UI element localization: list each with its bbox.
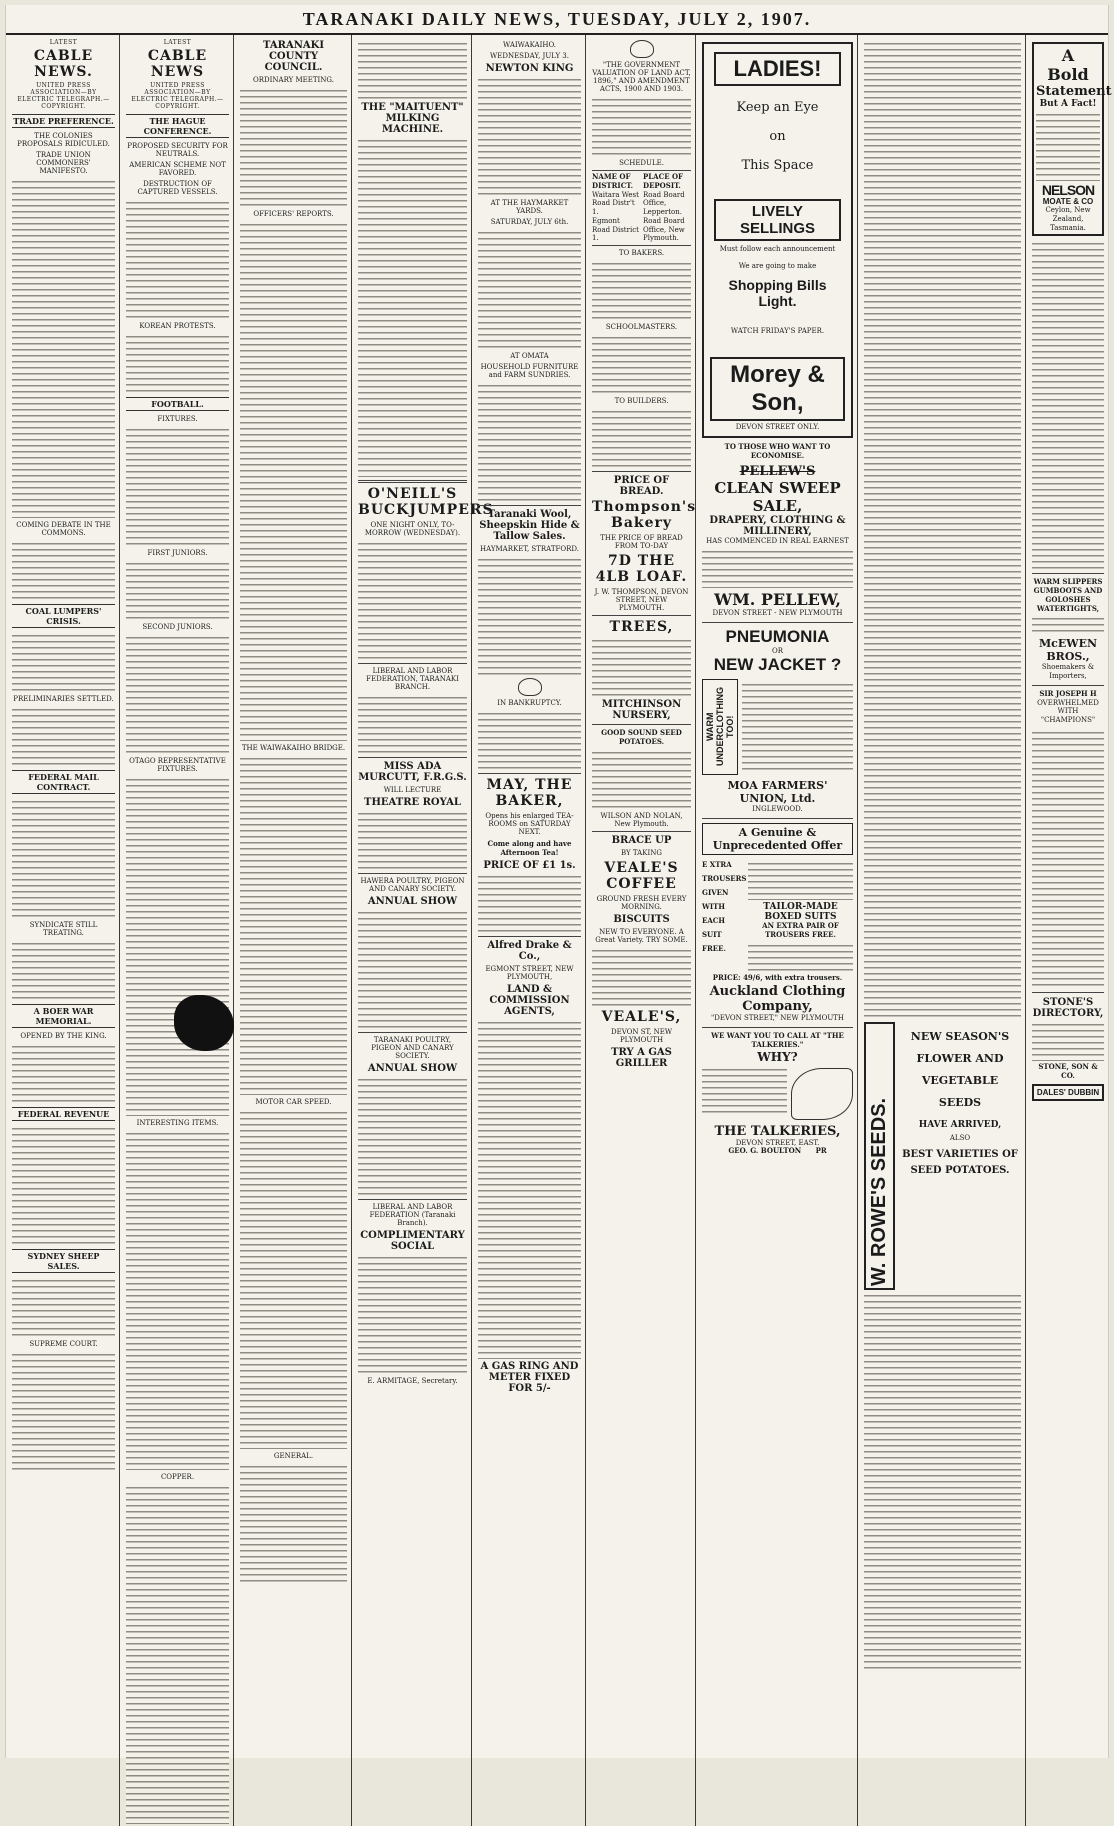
stone-son-co: STONE, SON & CO.: [1038, 1061, 1098, 1080]
masthead: [6, 5, 1108, 35]
thompson-address: J. W. THOMPSON, DEVON STREET, NEW PLYMOUTH.: [594, 588, 689, 612]
article-body: [12, 706, 115, 766]
also-text: ALSO: [949, 1134, 971, 1142]
article-body: [240, 755, 347, 1095]
heading-buckjumpers: O'NEILL'S BUCKJUMPERS: [358, 486, 494, 518]
column-5-auctions: [474, 35, 586, 1826]
wilson-nolan: WILSON AND NOLAN, New Plymouth.: [600, 812, 683, 828]
ground-fresh-text: GROUND FRESH EVERY MORNING.: [596, 895, 687, 911]
statement-word: Statement: [1036, 84, 1112, 99]
heading-captured-vessels: DESTRUCTION OF CAPTURED VESSELS.: [137, 180, 218, 196]
drake-agents: LAND & COMMISSION AGENTS,: [489, 984, 570, 1017]
heading-waiwakaiho: WAIWAKAIHO.: [503, 41, 556, 49]
pellew-ad: [702, 464, 853, 618]
article-body: [240, 221, 347, 741]
article-body: [12, 1043, 115, 1103]
cable-news-sub: UNITED PRESS ASSOCIATION—BY ELECTRIC TELEGRAPH.—COPYRIGHT.: [17, 82, 110, 110]
heading-supreme-court: SUPREME COURT.: [29, 1340, 98, 1348]
why-text: WHY?: [757, 1049, 798, 1064]
divider: [358, 1032, 467, 1033]
signature: E. ARMITAGE, Secretary.: [367, 1377, 458, 1385]
extra-pair: AN EXTRA PAIR OF TROUSERS FREE.: [762, 921, 839, 939]
heading-bankruptcy: IN BANKRUPTCY.: [497, 699, 562, 707]
heading-price-of-bread: PRICE OF BREAD.: [613, 475, 670, 497]
commenced-text: HAS COMMENCED IN REAL EARNEST: [706, 537, 849, 545]
heading-haymarket-yards: AT THE HAYMARKET YARDS.: [490, 199, 569, 215]
article-body: [592, 334, 691, 394]
economise-heading: TO THOSE WHO WANT TO ECONOMISE.: [724, 442, 831, 460]
schedule-table: [592, 170, 691, 246]
schedule-header-deposit: PLACE OF DEPOSIT.: [643, 172, 684, 190]
divider: [1032, 992, 1104, 993]
heading-household-furniture: HOUSEHOLD FURNITURE and FARM SUNDRIES.: [480, 363, 579, 379]
schedule-cell: Road Board Office, Lepperton.: [643, 190, 685, 216]
article-body: [1032, 615, 1104, 635]
heading-brace-up: BRACE UP: [611, 835, 672, 846]
gumboots: GUMBOOTS AND GOLOSHES: [1033, 586, 1103, 604]
heading-syndicate: SYNDICATE STILL TREATING.: [29, 921, 98, 937]
must-follow-text: Must follow each announcement: [719, 245, 836, 253]
this-space-text: This Space: [741, 158, 814, 173]
article-body: [12, 940, 115, 1000]
warm-underclothing-text: WARM UNDERCLOTHING TOO!: [702, 679, 738, 775]
heading-trees: TREES,: [609, 619, 674, 635]
article-body: [358, 909, 467, 1029]
schedule-cell: Waitara West Road Distr't 1.: [592, 190, 639, 216]
heading-newton-king: NEWTON KING: [485, 63, 574, 74]
heading-football: FOOTBALL.: [126, 397, 229, 411]
article-body: [126, 1130, 229, 1470]
article-body: [358, 540, 467, 660]
article-body: [1032, 1021, 1104, 1061]
heading-hague-conference: THE HAGUE CONFERENCE.: [126, 114, 229, 138]
moa-farmers: MOA FARMERS' UNION, Ltd.: [727, 779, 828, 806]
article-body: [864, 40, 1021, 1020]
article-body: [1032, 240, 1104, 570]
new-jacket-text: NEW JACKET ?: [713, 655, 842, 675]
divider: [592, 724, 691, 725]
sir-joseph: SIR JOSEPH H: [1039, 688, 1097, 698]
article-body: [478, 710, 581, 770]
heading-seed-potatoes: GOOD SOUND SEED POTATOES.: [601, 728, 682, 746]
article-body: [1036, 111, 1100, 181]
article-body: [12, 632, 115, 692]
heading-colonies-proposals: THE COLONIES PROPOSALS RIDICULED.: [17, 132, 110, 148]
divider: [592, 615, 691, 616]
offer-right: [748, 858, 853, 974]
wm-pellew: WM. PELLEW,: [714, 589, 841, 609]
schedule-cell: Road Board Office, New Plymouth.: [643, 216, 685, 243]
article-body: [702, 1066, 787, 1116]
article-body: [742, 681, 853, 771]
column-9: [1028, 35, 1112, 1826]
article-body: [12, 540, 115, 600]
clothing-offer-ad: [702, 823, 853, 1023]
article-body: [240, 1463, 347, 1583]
shopping-bills-text: Shopping Bills Light.: [728, 276, 827, 309]
drapery-text: DRAPERY, CLOTHING & MILLINERY,: [709, 515, 846, 537]
pneumonia-body: [702, 679, 853, 775]
heading-first-juniors: FIRST JUNIORS.: [147, 549, 208, 557]
veales-name: VEALE'S,: [601, 1009, 682, 1025]
morey-son-name: Morey & Son,: [710, 357, 845, 421]
stones-ad: [1032, 997, 1104, 1081]
going-to-make-text: We are going to make: [738, 261, 817, 270]
heading-interesting-items: INTERESTING ITEMS.: [136, 1119, 219, 1127]
article-body: [358, 1254, 467, 1374]
mcewen-ad: [1032, 578, 1104, 681]
heading-federal-mail: FEDERAL MAIL CONTRACT.: [12, 770, 115, 794]
article-body: [748, 860, 853, 900]
article-body: [702, 548, 853, 588]
heading-saturday: SATURDAY, JULY 6th.: [490, 218, 569, 226]
drake-address: EGMONT STREET, NEW PLYMOUTH,: [485, 965, 574, 981]
royal-crest-icon: [518, 678, 542, 696]
joseph-ad: [1032, 690, 1104, 725]
heading-one-night: ONE NIGHT ONLY, TO-MORROW (WEDNESDAY).: [364, 521, 461, 537]
column-6: [588, 35, 696, 1826]
heading-ordinary-meeting: ORDINARY MEETING.: [253, 76, 334, 84]
heading-korean-protests: KOREAN PROTESTS.: [139, 322, 216, 330]
heading-taranaki-poultry: TARANAKI POULTRY, PIGEON AND CANARY SOCIETY.: [371, 1036, 454, 1060]
article-body: [240, 1109, 347, 1449]
article-body: [592, 637, 691, 697]
nelson-logo: NELSON: [1041, 182, 1095, 198]
heading-thompsons-bakery: Thompson's Bakery: [592, 499, 697, 531]
morey-address: DEVON STREET ONLY.: [735, 423, 820, 432]
article-body: [592, 96, 691, 156]
divider: [592, 831, 691, 832]
divider: [478, 773, 581, 774]
heading-boer-war: A BOER WAR MEMORIAL.: [12, 1004, 115, 1028]
heading-wool-sales: Taranaki Wool, Sheepskin Hide & Tallow Sales.: [479, 509, 580, 542]
article-body: [592, 947, 691, 1007]
overwhelmed-text: OVERWHELMED WITH "CHAMPIONS": [1037, 698, 1099, 724]
divider: [702, 818, 853, 819]
column-8: [860, 35, 1026, 1826]
pneumonia-text: PNEUMONIA: [725, 626, 830, 646]
offer-price: PRICE: 49/6, with extra trousers.: [712, 972, 843, 982]
afternoon-tea-text: Come along and have Afternoon Tea!: [487, 839, 572, 857]
heading-american-scheme: AMERICAN SCHEME NOT FAVORED.: [129, 161, 226, 177]
heading-biscuits: BISCUITS: [613, 914, 670, 925]
article-body: [864, 1292, 1021, 1672]
talkeries-name: THE TALKERIES,: [714, 1123, 841, 1139]
divider: [702, 622, 853, 623]
divider: [1032, 685, 1104, 686]
column-7-ads: [698, 35, 858, 1826]
heading-opened-by-king: OPENED BY THE KING.: [20, 1032, 107, 1040]
heading-theatre-royal: THEATRE ROYAL: [364, 797, 461, 808]
column-3-county-council: [236, 35, 352, 1826]
heading-ada-murcutt: MISS ADA MURCUTT, F.R.G.S.: [358, 761, 467, 783]
article-body: [748, 942, 853, 972]
article-body: [12, 178, 115, 518]
article-body: [478, 1019, 581, 1359]
article-body: [1032, 729, 1104, 989]
talkeries-address: DEVON STREET, EAST.: [735, 1138, 820, 1147]
pneumonia-ad: [702, 627, 853, 815]
phonograph-icon: [791, 1068, 853, 1120]
heading-coming-debate: COMING DEBATE IN THE COMMONS.: [16, 521, 111, 537]
heading-officers-reports: OFFICERS' REPORTS.: [253, 210, 334, 218]
warm-slippers: WARM SLIPPERS: [1033, 577, 1103, 587]
heading-federal-revenue: FEDERAL REVENUE: [12, 1107, 115, 1121]
biscuits-text: NEW TO EVERYONE. A Great Variety. TRY SOME.: [595, 928, 688, 944]
heading-complimentary-social: COMPLIMENTARY SOCIAL: [360, 1230, 465, 1252]
gas-griller-ad: TRY A GAS GRILLER: [611, 1047, 672, 1069]
article-body: [478, 229, 581, 349]
article-body: [126, 634, 229, 754]
stones-directory: DIRECTORY,: [1032, 1007, 1104, 1019]
heading-trade-union: TRADE UNION COMMONERS' MANIFESTO.: [36, 151, 91, 175]
page-columns: [6, 35, 1112, 1758]
watertights: WATERTIGHTS,: [1036, 603, 1100, 613]
heading-alfred-drake: Alfred Drake & Co.,: [487, 940, 572, 962]
by-taking-text: BY TAKING: [621, 849, 662, 857]
heading-will-lecture: WILL LECTURE: [383, 786, 442, 794]
article-body: [12, 1125, 115, 1245]
heading-security-neutrals: PROPOSED SECURITY FOR NEUTRALS.: [127, 142, 228, 158]
article-body: [126, 1484, 229, 1824]
bread-price-text: THE PRICE OF BREAD FROM TO-DAY: [600, 534, 683, 550]
heading-at-omata: AT OMATA: [510, 352, 549, 360]
morey-ad-box: [702, 42, 853, 438]
divider: [358, 757, 467, 758]
masthead-title: TARANAKI DAILY NEWS, TUESDAY, JULY 2, 1907.: [302, 8, 812, 29]
heading-coal-lumpers: COAL LUMPERS' CRISIS.: [12, 604, 115, 628]
article-body: [478, 382, 581, 502]
heading-to-builders: TO BUILDERS.: [614, 397, 669, 405]
new-season-seeds: NEW SEASON'S FLOWER AND VEGETABLE SEEDS: [910, 1030, 1010, 1109]
cable-news-sub: UNITED PRESS ASSOCIATION—BY ELECTRIC TELEGRAPH.—COPYRIGHT.: [131, 82, 224, 110]
divider: [358, 873, 467, 874]
article-body: [358, 810, 467, 870]
moa-location: INGLEWOOD.: [752, 805, 803, 814]
mcewen-name: McEWEN BROS.,: [1038, 637, 1098, 664]
divider: [478, 505, 581, 506]
veales-coffee: VEALE'S COFFEE: [604, 860, 679, 892]
divider: [478, 936, 581, 937]
bread-loaf-price: 7D THE 4LB LOAF.: [595, 553, 688, 585]
article-body: [126, 199, 229, 319]
heading-schedule: SCHEDULE.: [619, 159, 664, 167]
heading-county-council: TARANAKI COUNTY COUNCIL.: [263, 40, 324, 73]
on-text: on: [769, 129, 786, 144]
rowe-seeds-ad: [864, 1022, 1021, 1290]
heading-hawera-poultry: HAWERA POULTRY, PIGEON AND CANARY SOCIETY.: [360, 877, 465, 893]
veales-address: DEVON ST, NEW PLYMOUTH: [610, 1028, 673, 1044]
divider: [358, 1199, 467, 1200]
newspaper-page: [5, 5, 1112, 1758]
article-body: [592, 749, 691, 809]
schedule-cell: Egmont Road District 1.: [592, 216, 639, 243]
cable-news-title: CABLE NEWS: [147, 48, 208, 80]
heading-liberal-labor-2: LIBERAL AND LABOR FEDERATION (Taranaki Branch).: [369, 1203, 456, 1227]
article-body: [126, 333, 229, 393]
article-body: [358, 40, 467, 100]
pellew-name: PELLEW'S: [739, 464, 816, 479]
article-body: [12, 1277, 115, 1337]
extra-trousers-text: E XTRA TROUSERS GIVEN WITH EACH SUIT FREE.: [702, 860, 747, 953]
heading-valuation-act: "THE GOVERNMENT VALUATION OF LAND ACT, 1896," AND AMENDMENT ACTS, 1900 AND 1903.: [592, 61, 691, 93]
heading-haymarket-stratford: HAYMARKET, STRATFORD.: [480, 545, 579, 553]
article-body: [12, 1351, 115, 1471]
column-2-cable-news: [122, 35, 234, 1826]
divider: [592, 471, 691, 472]
pellew-address: DEVON STREET - NEW PLYMOUTH: [712, 608, 843, 617]
have-arrived: HAVE ARRIVED,: [918, 1120, 1002, 1130]
heading-to-bakers: TO BAKERS.: [618, 249, 665, 257]
watch-friday-text: WATCH FRIDAY'S PAPER.: [730, 326, 825, 335]
talkeries-proprietor: [702, 1147, 853, 1156]
article-body: [358, 694, 467, 754]
ladies-headline: LADIES!: [714, 52, 841, 86]
boulton-name: GEO. G. BOULTON: [728, 1146, 802, 1156]
heading-fixtures: FIXTURES.: [157, 415, 198, 423]
proprietor-abbrev: PR: [815, 1146, 827, 1156]
article-body: [126, 560, 229, 620]
latest-label: LATEST: [49, 39, 78, 46]
heading-milking-machine: THE "MAITUENT" MILKING MACHINE.: [361, 102, 464, 135]
but-a-fact: But A Fact!: [1039, 99, 1097, 109]
moate-logo: MOATE & CO: [1042, 197, 1094, 206]
heading-annual-show-2: ANNUAL SHOW: [367, 1063, 458, 1074]
royal-crest-icon: [630, 40, 654, 58]
price-text: PRICE OF £1 1s.: [483, 860, 576, 871]
bold-word: Bold: [1047, 65, 1089, 84]
lively-sellings: LIVELY SELLINGS: [714, 199, 841, 241]
bold-a: A: [1061, 46, 1075, 65]
heading-otago-fixtures: OTAGO REPRESENTATIVE FIXTURES.: [129, 757, 226, 773]
heading-mitchinson: MITCHINSON NURSERY,: [601, 699, 682, 721]
article-body: [12, 798, 115, 918]
column-1-cable-news: [8, 35, 120, 1826]
nelson-moate-ad: [1032, 42, 1112, 236]
heading-waiwakaiho-bridge: THE WAIWAKAIHO BRIDGE.: [241, 744, 346, 752]
heading-copper: COPPER.: [160, 1473, 195, 1481]
dales-dubbin: DALES' DUBBIN: [1036, 1088, 1100, 1098]
latest-label: LATEST: [163, 39, 192, 46]
rowe-seeds-body: [899, 1026, 1021, 1286]
heading-schoolmasters: SCHOOLMASTERS.: [605, 323, 678, 331]
cable-news-title: CABLE NEWS.: [33, 48, 94, 80]
heading-preliminaries: PRELIMINARIES SETTLED.: [13, 695, 114, 703]
tailor-made: TAILOR-MADE BOXED SUITS: [763, 902, 838, 922]
article-body: [592, 260, 691, 320]
nelson-regions: Ceylon, New Zealand, Tasmania.: [1045, 206, 1091, 232]
divider: [702, 1027, 853, 1028]
gas-ring-ad: A GAS RING AND METER FIXED FOR 5/-: [480, 1361, 579, 1394]
talkeries-ad: [702, 1032, 853, 1156]
auckland-clothing: Auckland Clothing Company,: [709, 984, 846, 1015]
article-body: [592, 408, 691, 468]
divider: [1032, 573, 1104, 574]
heading-liberal-labor: LIBERAL AND LABOR FEDERATION, TARANAKI BRANCH.: [366, 667, 459, 691]
article-body: [126, 776, 229, 1116]
offer-body: [702, 858, 853, 974]
article-body: [240, 87, 347, 207]
heading-annual-show: ANNUAL SHOW: [367, 896, 458, 907]
stones-name: STONE'S: [1042, 996, 1094, 1008]
mcewen-trade: Shoemakers & Importers,: [1041, 663, 1095, 680]
dales-dubbin-ad: [1032, 1084, 1104, 1101]
heading-may-baker: MAY, THE BAKER,: [486, 777, 573, 809]
article-body: [358, 1076, 467, 1196]
rowe-seeds-vertical: W. ROWE'S SEEDS.: [864, 1022, 895, 1290]
column-4: [354, 35, 494, 1826]
article-body: [126, 426, 229, 546]
schedule-header-district: NAME OF DISTRICT.: [592, 172, 634, 190]
divider: [358, 480, 467, 483]
talkeries-call: WE WANT YOU TO CALL AT "THE TALKERIES.": [711, 1031, 844, 1049]
heading-sydney-sheep: SYDNEY SHEEP SALES.: [12, 1249, 115, 1273]
divider: [358, 663, 467, 664]
article-body: [478, 556, 581, 676]
or-text: OR: [771, 646, 783, 655]
auckland-address: "DEVON STREET," NEW PLYMOUTH: [711, 1014, 844, 1023]
heading-second-juniors: SECOND JUNIORS.: [142, 623, 213, 631]
heading-trade-preference: TRADE PREFERENCE.: [13, 116, 114, 126]
article-body: [478, 873, 581, 933]
article-body: [358, 137, 467, 477]
genuine-offer: A Genuine & Unprecedented Offer: [702, 823, 853, 855]
heading-wednesday: WEDNESDAY, JULY 3.: [490, 52, 569, 60]
talkeries-body: [702, 1064, 853, 1124]
article-body: [478, 76, 581, 196]
heading-motor-car-speed: MOTOR CAR SPEED.: [255, 1098, 332, 1106]
clean-sweep-sale: CLEAN SWEEP SALE,: [714, 479, 841, 515]
keep-eye-text: Keep an Eye: [736, 100, 819, 115]
heading-general: GENERAL.: [273, 1452, 314, 1460]
tea-rooms-text: Opens his enlarged TEA-ROOMS on SATURDAY NEXT.: [485, 812, 574, 836]
best-varieties: BEST VARIETIES OF SEED POTATOES.: [902, 1148, 1018, 1176]
